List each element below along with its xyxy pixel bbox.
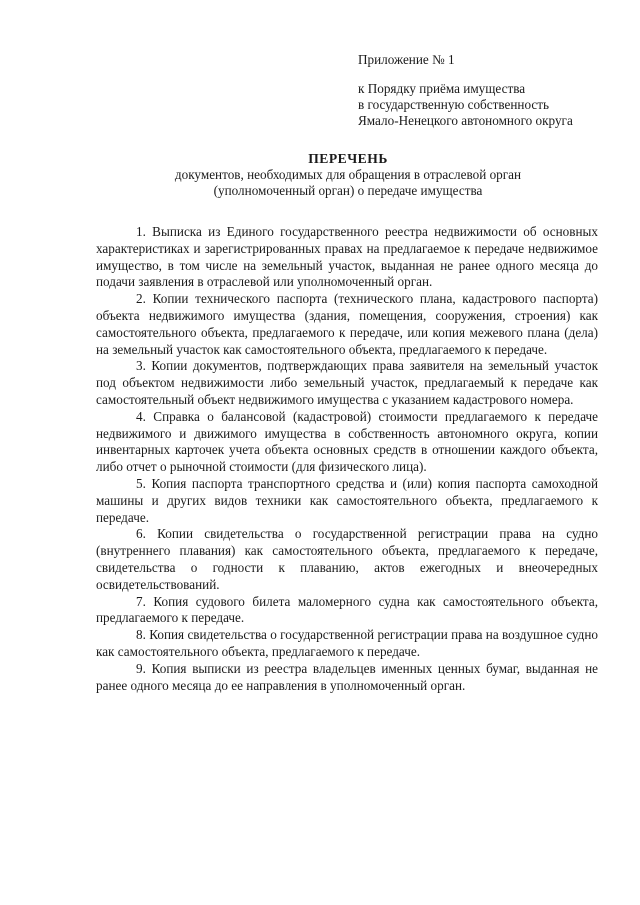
- list-item: 5. Копия паспорта транспортного средства и (или) копия паспорта самоходной машины и других видов техники как самостоятельного объекта, предлагаемого к передаче.: [96, 475, 598, 525]
- list-item: 4. Справка о балансовой (кадастровой) стоимости предлагаемого к передаче недвижимого и движимого имущества в собственность автономного округа, копии инвентарных карточек учета объекта основных средств в отношении каждого объекта, либо отчет о рыночной стоимости (для физического лица).: [96, 408, 598, 475]
- list-item: 3. Копии документов, подтверждающих права заявителя на земельный участок под объектом недвижимости либо земельный участок, предлагаемый к передаче как самостоятельный объект недвижимого имущества с указанием кадастрового номера.: [96, 358, 598, 407]
- appendix-line: Ямало-Ненецкого автономного округа: [358, 113, 573, 128]
- appendix-header: [358, 52, 618, 129]
- document-subtitle-line: документов, необходимых для обращения в отраслевой орган: [174, 167, 522, 182]
- document-title: ПЕРЕЧЕНЬ: [308, 151, 388, 166]
- list-item: 9. Копия выписки из реестра владельцев именных ценных бумаг, выданная не ранее одного месяца до ее направления в уполномоченный орган.: [96, 660, 598, 693]
- appendix-line: в государственную собственность: [358, 97, 550, 112]
- list-item: 2. Копии технического паспорта (технического плана, кадастрового паспорта) объекта недвижимого имущества (здания, помещения, сооружения, строения) как самостоятельного объекта, предлагаемого к передаче, или копия межевого плана (дела) на земельный участок как самостоятельного объекта, предлагаемого к передаче.: [96, 291, 598, 357]
- document-list: [96, 224, 598, 694]
- list-item: 1. Выписка из Единого государственного реестра недвижимости об основных характеристиках и зарегистрированных правах на предлагаемое к передаче недвижимое имущество, в том числе на земельный участок, выданная не ранее одного месяца до подачи заявления в отраслевой или уполномоченный орган.: [96, 224, 598, 290]
- list-item: 7. Копия судового билета маломерного судна как самостоятельного объекта, предлагаемого к передаче.: [96, 593, 598, 626]
- appendix-number: Приложение № 1: [358, 52, 455, 67]
- document-heading: [100, 151, 596, 199]
- list-item: 6. Копии свидетельства о государственной регистрации права на судно (внутреннего плавания) как самостоятельного объекта, предлагаемого к передаче, свидетельства о годности к плаванию, актов ежегодных и внеочередных освидетельствований.: [96, 526, 598, 592]
- appendix-line: к Порядку приёма имущества: [358, 81, 526, 96]
- document-subtitle-line: (уполномоченный орган) о передаче имущества: [213, 183, 483, 198]
- list-item: 8. Копия свидетельства о государственной регистрации права на воздушное судно как самостоятельного объекта, предлагаемого к передаче.: [96, 627, 598, 659]
